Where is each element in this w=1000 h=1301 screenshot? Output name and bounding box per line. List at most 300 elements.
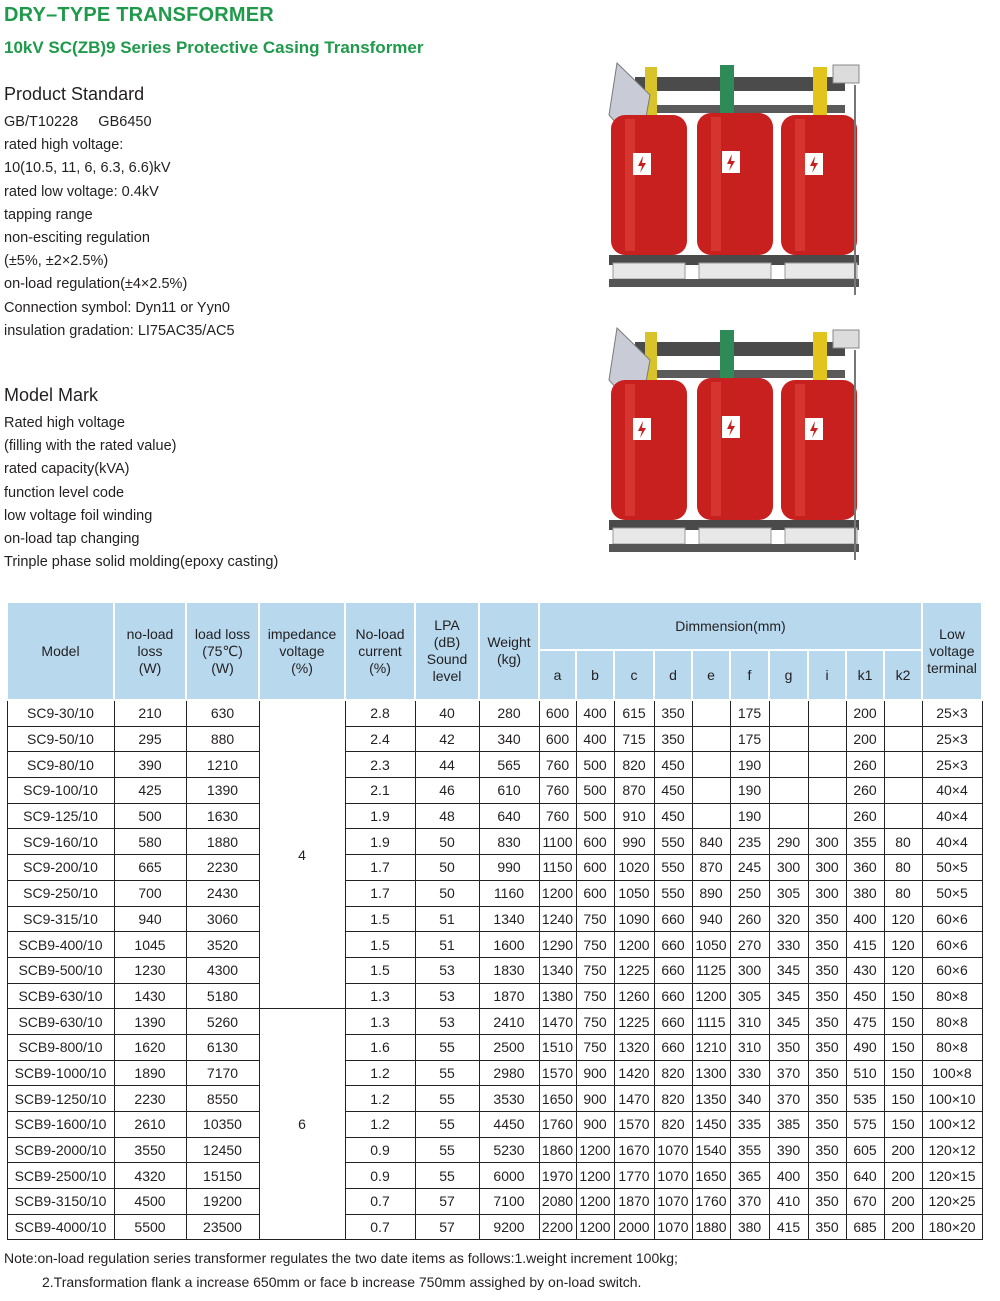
table-cell: 350	[769, 1034, 808, 1060]
spec-table-body	[7, 700, 982, 1240]
table-cell: 1290	[539, 932, 576, 958]
table-row	[7, 1060, 982, 1086]
table-cell: 5260	[186, 1009, 259, 1035]
table-cell: 200	[884, 1189, 922, 1215]
table-cell: 6000	[479, 1163, 539, 1189]
table-cell: 1210	[186, 752, 259, 778]
table-cell: 345	[769, 957, 808, 983]
model-mark-line: on-load tap changing	[4, 531, 140, 548]
table-cell	[769, 752, 808, 778]
table-cell: 1.9	[345, 829, 415, 855]
table-cell: 1470	[614, 1086, 654, 1112]
model-mark-line: Rated high voltage	[4, 415, 125, 431]
col-header-dim-k1: k1	[846, 650, 884, 700]
col-header-lv-terminal	[922, 602, 982, 700]
header-line: impedance	[267, 625, 337, 642]
table-cell: 1390	[186, 778, 259, 804]
header-line: (75℃)	[202, 642, 243, 659]
table-cell: 1200	[539, 880, 576, 906]
table-cell: 1830	[479, 957, 539, 983]
table-cell: 1760	[539, 1112, 576, 1138]
header-line: (W)	[211, 659, 234, 676]
header-line: no-load	[126, 625, 174, 642]
table-cell: 830	[479, 829, 539, 855]
table-cell: 1.5	[345, 906, 415, 932]
table-cell: 1510	[539, 1034, 576, 1060]
table-cell: 670	[846, 1189, 884, 1215]
table-cell: 1.5	[345, 957, 415, 983]
table-cell: 80	[884, 855, 922, 881]
table-cell: 1860	[539, 1137, 576, 1163]
spec-line: rated low voltage: 0.4kV	[4, 183, 159, 200]
table-cell: 450	[654, 778, 692, 804]
note-line-1: Note:on-load regulation series transformer regulates the two date items as follows:1.weight increment 100kg;	[4, 1250, 678, 1266]
table-cell: 1225	[614, 1009, 654, 1035]
table-cell: 180×20	[922, 1214, 982, 1240]
table-cell	[769, 700, 808, 726]
header-line: No-load	[355, 625, 405, 642]
table-row	[7, 726, 982, 752]
model-cell: SC9-315/10	[7, 906, 114, 932]
table-row	[7, 1034, 982, 1060]
lightning-warning-icon	[633, 418, 651, 440]
table-cell: 55	[415, 1112, 479, 1138]
table-cell: 290	[769, 829, 808, 855]
table-cell: 260	[846, 778, 884, 804]
table-cell: 350	[808, 957, 846, 983]
table-cell: 7170	[186, 1060, 259, 1086]
table-row	[7, 932, 982, 958]
lightning-warning-icon	[633, 153, 651, 175]
table-cell	[692, 726, 730, 752]
table-row	[7, 752, 982, 778]
model-mark-line: function level code	[4, 484, 125, 501]
table-cell: 1070	[654, 1137, 692, 1163]
table-cell: 1390	[114, 1009, 186, 1035]
table-cell: 870	[692, 855, 730, 881]
table-cell: 640	[846, 1163, 884, 1189]
table-cell: 2.4	[345, 726, 415, 752]
table-cell: 1770	[614, 1163, 654, 1189]
table-cell: 1.5	[345, 932, 415, 958]
table-cell: 1540	[692, 1137, 730, 1163]
table-cell: 200	[846, 700, 884, 726]
table-cell: 820	[654, 1086, 692, 1112]
table-cell: 550	[654, 829, 692, 855]
table-cell: 300	[769, 855, 808, 881]
table-cell: 2.3	[345, 752, 415, 778]
table-cell: 53	[415, 957, 479, 983]
table-row	[7, 957, 982, 983]
table-cell	[808, 803, 846, 829]
table-cell: 475	[846, 1009, 884, 1035]
table-cell: 340	[730, 1086, 769, 1112]
table-cell: 50	[415, 829, 479, 855]
table-cell: 410	[769, 1189, 808, 1215]
table-cell: 310	[730, 1009, 769, 1035]
spec-table	[6, 601, 983, 1240]
table-cell: 565	[479, 752, 539, 778]
table-cell: 200	[884, 1214, 922, 1240]
model-mark-list	[4, 412, 278, 574]
table-row	[7, 1112, 982, 1138]
model-cell: SCB9-1000/10	[7, 1060, 114, 1086]
table-cell: 2.8	[345, 700, 415, 726]
table-cell: 900	[576, 1060, 614, 1086]
table-cell: 42	[415, 726, 479, 752]
table-cell: 1970	[539, 1163, 576, 1189]
table-cell: 55	[415, 1060, 479, 1086]
model-cell: SC9-250/10	[7, 880, 114, 906]
spec-line: insulation gradation: LI75AC35/AC5	[4, 322, 235, 339]
col-header-lpa	[415, 602, 479, 700]
model-mark-line: Trinple phase solid molding(epoxy casting)	[4, 554, 279, 571]
table-cell: 450	[654, 803, 692, 829]
table-cell: 55	[415, 1137, 479, 1163]
table-cell: 350	[654, 700, 692, 726]
table-cell: 40	[415, 700, 479, 726]
col-header-dim-b: b	[576, 650, 614, 700]
table-cell: 380	[846, 880, 884, 906]
table-cell: 57	[415, 1214, 479, 1240]
lightning-warning-icon	[805, 418, 823, 440]
table-cell: 310	[730, 1034, 769, 1060]
table-cell: 610	[479, 778, 539, 804]
spec-line: on-load regulation(±4×2.5%)	[4, 276, 188, 293]
header-line: voltage	[929, 642, 975, 659]
table-cell: 1340	[539, 957, 576, 983]
table-cell: 820	[654, 1112, 692, 1138]
col-header-dim-d: d	[654, 650, 692, 700]
table-cell: 660	[654, 1009, 692, 1035]
header-line: Sound	[426, 651, 468, 667]
table-cell: 1050	[692, 932, 730, 958]
table-cell: 350	[808, 1009, 846, 1035]
spec-line: rated high voltage:	[4, 137, 124, 154]
note-line-2: 2.Transformation flank a increase 650mm or face b increase 750mm assighed by on-load switch.	[42, 1274, 642, 1290]
col-header-dim-a: a	[539, 650, 576, 700]
table-cell: 150	[884, 1009, 922, 1035]
table-cell: 80	[884, 880, 922, 906]
col-header-dim-c: c	[614, 650, 654, 700]
table-cell: 175	[730, 726, 769, 752]
table-cell: 355	[730, 1137, 769, 1163]
table-cell: 370	[730, 1189, 769, 1215]
transformer-illustration	[609, 63, 859, 295]
table-cell: 350	[808, 906, 846, 932]
table-cell: 1470	[539, 1009, 576, 1035]
table-row	[7, 1086, 982, 1112]
table-cell: 5230	[479, 1137, 539, 1163]
table-cell: 2.1	[345, 778, 415, 804]
table-cell: 380	[730, 1214, 769, 1240]
table-cell: 940	[692, 906, 730, 932]
header-line: Low	[939, 625, 965, 642]
table-cell: 3530	[479, 1086, 539, 1112]
table-row	[7, 1009, 982, 1035]
table-cell: 100×8	[922, 1060, 982, 1086]
table-cell: 575	[846, 1112, 884, 1138]
table-cell: 2230	[114, 1086, 186, 1112]
table-cell: 365	[730, 1163, 769, 1189]
table-cell: 40×4	[922, 803, 982, 829]
table-cell: 120	[884, 957, 922, 983]
table-cell: 10350	[186, 1112, 259, 1138]
table-cell: 1125	[692, 957, 730, 983]
table-cell: 4320	[114, 1163, 186, 1189]
table-cell: 1115	[692, 1009, 730, 1035]
table-cell: 200	[884, 1163, 922, 1189]
spec-line: tapping range	[4, 206, 93, 223]
table-cell: 750	[576, 957, 614, 983]
table-cell: 880	[186, 726, 259, 752]
table-cell: 200	[846, 726, 884, 752]
table-cell: 345	[769, 1009, 808, 1035]
table-cell	[769, 778, 808, 804]
table-cell: 760	[539, 778, 576, 804]
table-cell: 870	[614, 778, 654, 804]
table-cell: 350	[808, 1086, 846, 1112]
col-header-model: Model	[7, 602, 114, 700]
table-cell: 1320	[614, 1034, 654, 1060]
table-cell: 50×5	[922, 880, 982, 906]
table-cell: 250	[730, 880, 769, 906]
table-cell: 40×4	[922, 778, 982, 804]
table-cell	[692, 700, 730, 726]
table-cell: 280	[479, 700, 539, 726]
table-cell: 2410	[479, 1009, 539, 1035]
table-cell: 1760	[692, 1189, 730, 1215]
table-cell	[769, 726, 808, 752]
table-cell: 300	[808, 829, 846, 855]
impedance-cell: 6	[259, 1009, 345, 1240]
table-cell: 1070	[654, 1189, 692, 1215]
table-cell: 1.2	[345, 1060, 415, 1086]
table-cell	[884, 778, 922, 804]
table-cell: 350	[654, 726, 692, 752]
lightning-warning-icon	[722, 416, 740, 438]
table-cell: 750	[576, 906, 614, 932]
table-cell: 3060	[186, 906, 259, 932]
table-cell: 750	[576, 1034, 614, 1060]
table-cell: 46	[415, 778, 479, 804]
table-cell: 640	[479, 803, 539, 829]
table-cell: 260	[730, 906, 769, 932]
table-cell: 1200	[576, 1214, 614, 1240]
table-cell: 190	[730, 803, 769, 829]
table-cell: 300	[808, 880, 846, 906]
table-cell: 350	[808, 1137, 846, 1163]
table-cell: 500	[114, 803, 186, 829]
table-cell: 0.9	[345, 1137, 415, 1163]
table-cell: 150	[884, 1034, 922, 1060]
table-cell: 55	[415, 1034, 479, 1060]
table-cell: 600	[539, 726, 576, 752]
col-header-noload-loss	[114, 602, 186, 700]
table-cell: 1300	[692, 1060, 730, 1086]
table-cell: 2500	[479, 1034, 539, 1060]
table-cell: 9200	[479, 1214, 539, 1240]
table-cell: 1630	[186, 803, 259, 829]
table-cell: 400	[846, 906, 884, 932]
model-cell: SC9-80/10	[7, 752, 114, 778]
table-cell: 40×4	[922, 829, 982, 855]
table-cell: 390	[114, 752, 186, 778]
table-cell: 450	[846, 983, 884, 1009]
table-cell	[808, 726, 846, 752]
table-cell: 0.7	[345, 1214, 415, 1240]
table-cell: 840	[692, 829, 730, 855]
col-header-impedance	[259, 602, 345, 700]
table-cell: 4500	[114, 1189, 186, 1215]
table-cell: 750	[576, 983, 614, 1009]
model-cell: SC9-200/10	[7, 855, 114, 881]
table-cell: 200	[884, 1137, 922, 1163]
table-cell: 1050	[614, 880, 654, 906]
table-cell: 760	[539, 803, 576, 829]
model-cell: SCB9-3150/10	[7, 1189, 114, 1215]
header-line: (kg)	[496, 651, 522, 667]
table-cell: 340	[479, 726, 539, 752]
table-cell: 120×25	[922, 1189, 982, 1215]
table-cell: 8550	[186, 1086, 259, 1112]
table-cell: 1045	[114, 932, 186, 958]
table-cell: 685	[846, 1214, 884, 1240]
model-cell: SC9-125/10	[7, 803, 114, 829]
table-cell: 320	[769, 906, 808, 932]
table-cell: 990	[614, 829, 654, 855]
table-cell: 1340	[479, 906, 539, 932]
table-cell: 415	[846, 932, 884, 958]
impedance-cell: 4	[259, 700, 345, 1009]
table-cell: 150	[884, 1086, 922, 1112]
model-cell: SCB9-400/10	[7, 932, 114, 958]
table-cell: 1870	[614, 1189, 654, 1215]
model-cell: SCB9-1250/10	[7, 1086, 114, 1112]
table-cell: 600	[576, 880, 614, 906]
table-cell: 25×3	[922, 700, 982, 726]
table-cell: 1890	[114, 1060, 186, 1086]
table-cell: 660	[654, 932, 692, 958]
table-cell: 350	[808, 1034, 846, 1060]
model-cell: SCB9-2000/10	[7, 1137, 114, 1163]
table-cell: 430	[846, 957, 884, 983]
table-cell: 1570	[539, 1060, 576, 1086]
table-cell: 600	[576, 855, 614, 881]
table-cell: 990	[479, 855, 539, 881]
table-cell: 350	[808, 1163, 846, 1189]
table-cell: 150	[884, 1060, 922, 1086]
model-mark-line: (filling with the rated value)	[4, 438, 177, 455]
table-row	[7, 803, 982, 829]
model-cell: SCB9-500/10	[7, 957, 114, 983]
table-cell: 660	[654, 957, 692, 983]
col-header-dim-k2: k2	[884, 650, 922, 700]
table-cell: 1090	[614, 906, 654, 932]
table-cell: 5500	[114, 1214, 186, 1240]
table-cell: 500	[576, 803, 614, 829]
table-cell: 580	[114, 829, 186, 855]
table-cell: 25×3	[922, 726, 982, 752]
table-cell: 1.3	[345, 983, 415, 1009]
table-cell: 80×8	[922, 983, 982, 1009]
table-cell: 715	[614, 726, 654, 752]
table-cell: 355	[846, 829, 884, 855]
model-cell: SC9-30/10	[7, 700, 114, 726]
table-cell: 7100	[479, 1189, 539, 1215]
table-cell: 500	[576, 752, 614, 778]
table-row	[7, 1163, 982, 1189]
table-row	[7, 1214, 982, 1240]
table-cell: 350	[808, 1189, 846, 1215]
table-cell: 345	[769, 983, 808, 1009]
table-cell	[769, 803, 808, 829]
table-cell: 260	[846, 752, 884, 778]
table-cell: 385	[769, 1112, 808, 1138]
model-cell: SCB9-4000/10	[7, 1214, 114, 1240]
table-row	[7, 700, 982, 726]
table-cell: 175	[730, 700, 769, 726]
table-cell: 1870	[479, 983, 539, 1009]
table-cell: 50	[415, 855, 479, 881]
table-cell: 3520	[186, 932, 259, 958]
model-cell: SC9-100/10	[7, 778, 114, 804]
table-cell: 44	[415, 752, 479, 778]
table-cell: 1070	[654, 1214, 692, 1240]
table-cell: 330	[730, 1060, 769, 1086]
table-cell: 80	[884, 829, 922, 855]
table-cell: 235	[730, 829, 769, 855]
model-cell: SCB9-630/10	[7, 1009, 114, 1035]
spec-line: Connection symbol: Dyn11 or Yyn0	[4, 299, 230, 316]
table-cell: 1200	[576, 1163, 614, 1189]
table-cell: 51	[415, 906, 479, 932]
table-cell: 2430	[186, 880, 259, 906]
spec-line: 10(10.5, 11, 6, 6.3, 6.6)kV	[4, 160, 171, 177]
table-cell: 1350	[692, 1086, 730, 1112]
header-line: (dB)	[433, 634, 461, 650]
table-cell: 1.6	[345, 1034, 415, 1060]
spec-line: GB/T10228 GB6450	[4, 114, 152, 130]
table-cell: 1650	[692, 1163, 730, 1189]
spec-line: (±5%, ±2×2.5%)	[4, 253, 109, 270]
table-cell: 1.7	[345, 855, 415, 881]
table-cell: 2610	[114, 1112, 186, 1138]
table-cell: 1150	[539, 855, 576, 881]
table-cell: 1200	[576, 1137, 614, 1163]
table-cell: 1200	[614, 932, 654, 958]
model-mark-line: rated capacity(kVA)	[4, 461, 130, 478]
table-cell: 150	[884, 983, 922, 1009]
table-cell	[808, 752, 846, 778]
table-cell: 600	[539, 700, 576, 726]
table-cell: 120	[884, 932, 922, 958]
table-cell: 665	[114, 855, 186, 881]
table-cell: 60×6	[922, 932, 982, 958]
table-cell: 53	[415, 1009, 479, 1035]
table-cell: 510	[846, 1060, 884, 1086]
table-cell: 660	[654, 983, 692, 1009]
table-cell: 25×3	[922, 752, 982, 778]
table-cell: 4300	[186, 957, 259, 983]
table-cell: 390	[769, 1137, 808, 1163]
header-line: load loss	[194, 625, 251, 642]
table-cell	[884, 803, 922, 829]
model-cell: SCB9-800/10	[7, 1034, 114, 1060]
table-cell: 23500	[186, 1214, 259, 1240]
table-cell: 350	[808, 983, 846, 1009]
table-cell	[692, 778, 730, 804]
